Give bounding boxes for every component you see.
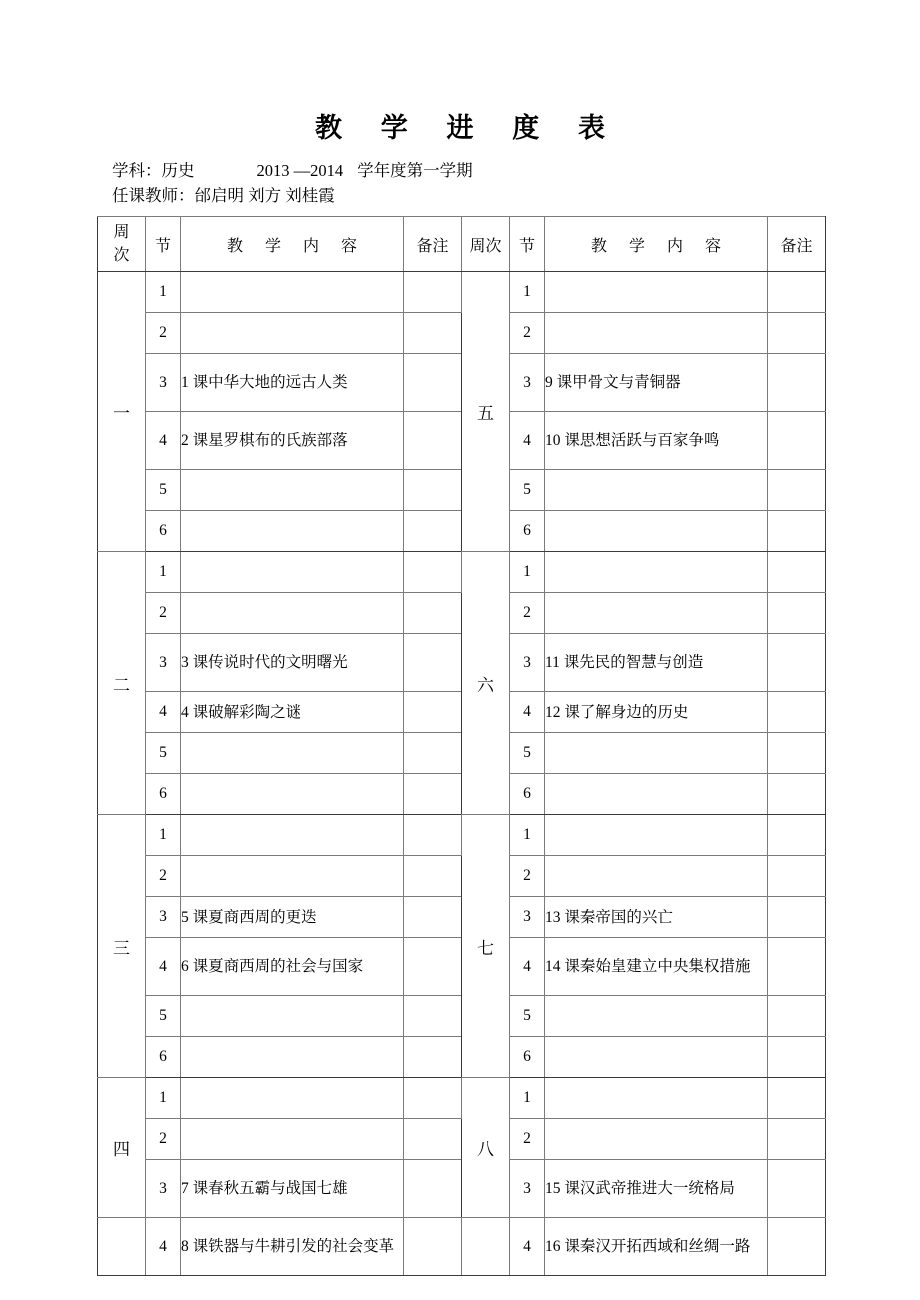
period-cell: 2 (510, 313, 545, 354)
teacher-value: 邰启明 刘方 刘桂霞 (194, 186, 335, 205)
header-content-left: 教 学 内 容 (181, 217, 404, 272)
week-label-cell: 三 (98, 815, 146, 1078)
content-cell: 3 课传说时代的文明曙光 (181, 634, 404, 692)
period-cell: 3 (510, 354, 545, 412)
table-row (98, 815, 826, 856)
subject-value: 历史 (161, 161, 195, 180)
content-cell (181, 313, 404, 354)
subject-label: 学科： (112, 161, 162, 180)
period-cell: 3 (510, 1160, 545, 1218)
header-week-left-line1: 周 (113, 224, 130, 241)
period-cell: 6 (510, 1037, 545, 1078)
note-cell (768, 272, 826, 313)
content-cell (545, 1037, 768, 1078)
content-cell (545, 511, 768, 552)
content-cell (545, 1078, 768, 1119)
note-cell (768, 1160, 826, 1218)
content-cell (181, 996, 404, 1037)
note-cell (768, 938, 826, 996)
content-cell: 14 课秦始皇建立中央集权措施 (545, 938, 768, 996)
period-cell: 3 (510, 634, 545, 692)
period-cell: 3 (510, 897, 545, 938)
note-cell (404, 511, 462, 552)
content-cell (545, 272, 768, 313)
period-cell: 2 (146, 1119, 181, 1160)
page-title: 教 学 进 度 表 (315, 113, 621, 143)
period-cell: 5 (146, 733, 181, 774)
period-cell: 4 (146, 412, 181, 470)
period-cell: 4 (510, 412, 545, 470)
note-cell (768, 1037, 826, 1078)
period-cell: 1 (146, 1078, 181, 1119)
period-cell: 4 (146, 692, 181, 733)
period-cell: 6 (146, 511, 181, 552)
period-cell: 2 (510, 1119, 545, 1160)
period-cell: 1 (510, 1078, 545, 1119)
table-row (98, 1078, 826, 1119)
note-cell (768, 856, 826, 897)
header-content-right: 教 学 内 容 (545, 217, 768, 272)
note-cell (404, 938, 462, 996)
note-cell (768, 815, 826, 856)
note-cell (404, 593, 462, 634)
content-cell (181, 1037, 404, 1078)
content-cell (181, 552, 404, 593)
table-row (98, 1218, 826, 1276)
week-label-cell-empty (404, 1218, 462, 1276)
school-year-value: 2013 —2014 (256, 161, 344, 180)
content-cell: 5 课夏商西周的更迭 (181, 897, 404, 938)
content-cell (545, 774, 768, 815)
content-cell (545, 1119, 768, 1160)
note-cell (404, 897, 462, 938)
note-cell (768, 897, 826, 938)
content-cell (181, 593, 404, 634)
content-cell: 12 课了解身边的历史 (545, 692, 768, 733)
content-cell: 11 课先民的智慧与创造 (545, 634, 768, 692)
period-cell: 4 (510, 938, 545, 996)
meta-line-teacher (112, 183, 812, 208)
note-cell (768, 552, 826, 593)
note-cell (404, 774, 462, 815)
content-cell (181, 774, 404, 815)
teacher-label: 任课教师： (112, 186, 195, 205)
content-cell (181, 733, 404, 774)
content-cell (181, 1078, 404, 1119)
header-week-left-line2: 次 (113, 247, 130, 264)
note-cell (768, 511, 826, 552)
content-cell (545, 593, 768, 634)
content-cell: 2 课星罗棋布的氏族部落 (181, 412, 404, 470)
content-cell (545, 996, 768, 1037)
content-cell: 15 课汉武帝推进大一统格局 (545, 1160, 768, 1218)
period-cell: 4 (146, 1218, 181, 1276)
content-cell (545, 856, 768, 897)
note-cell (404, 354, 462, 412)
content-cell (181, 272, 404, 313)
week-label-cell: 六 (462, 552, 510, 815)
note-cell (768, 996, 826, 1037)
note-cell (404, 996, 462, 1037)
note-cell (404, 470, 462, 511)
header-week-left (98, 217, 146, 272)
period-cell: 5 (510, 733, 545, 774)
period-cell: 5 (510, 470, 545, 511)
content-cell (181, 511, 404, 552)
content-cell: 6 课夏商西周的社会与国家 (181, 938, 404, 996)
content-cell (545, 470, 768, 511)
period-cell: 2 (146, 313, 181, 354)
note-cell (404, 313, 462, 354)
period-cell: 1 (146, 552, 181, 593)
note-cell (404, 815, 462, 856)
note-cell (404, 1078, 462, 1119)
week-label-cell: 五 (462, 272, 510, 552)
note-cell (404, 733, 462, 774)
table-row (98, 552, 826, 593)
note-cell (768, 733, 826, 774)
note-cell (768, 354, 826, 412)
period-cell: 5 (146, 996, 181, 1037)
content-cell: 4 课破解彩陶之谜 (181, 692, 404, 733)
content-cell (545, 815, 768, 856)
period-cell: 3 (146, 634, 181, 692)
week-label-cell-empty (98, 1218, 146, 1276)
note-cell (404, 1119, 462, 1160)
period-cell: 1 (510, 815, 545, 856)
content-cell: 8 课铁器与牛耕引发的社会变革 (181, 1218, 404, 1276)
period-cell: 3 (146, 354, 181, 412)
period-cell: 2 (510, 856, 545, 897)
note-cell (404, 1160, 462, 1218)
content-cell (545, 733, 768, 774)
header-note-right: 备注 (768, 217, 826, 272)
header-period-right: 节 (510, 217, 545, 272)
note-cell (768, 1119, 826, 1160)
content-cell: 7 课春秋五霸与战国七雄 (181, 1160, 404, 1218)
content-cell: 16 课秦汉开拓西域和丝绸一路 (545, 1218, 768, 1276)
document-meta (112, 158, 812, 208)
note-cell (404, 272, 462, 313)
period-cell: 1 (510, 272, 545, 313)
week-label-cell: 八 (462, 1078, 510, 1218)
period-cell: 5 (146, 470, 181, 511)
week-label-cell: 二 (98, 552, 146, 815)
note-cell (404, 412, 462, 470)
period-cell: 3 (146, 897, 181, 938)
note-cell (768, 692, 826, 733)
content-cell (181, 815, 404, 856)
table-header-row (98, 217, 826, 272)
note-cell (768, 1078, 826, 1119)
period-cell: 2 (146, 856, 181, 897)
term-label: 学年度第一学期 (357, 161, 473, 180)
note-cell (768, 412, 826, 470)
content-cell: 9 课甲骨文与青铜器 (545, 354, 768, 412)
note-cell (404, 856, 462, 897)
content-cell: 13 课秦帝国的兴亡 (545, 897, 768, 938)
period-cell: 6 (146, 774, 181, 815)
header-week-right: 周次 (462, 217, 510, 272)
note-cell (404, 1037, 462, 1078)
content-cell: 1 课中华大地的远古人类 (181, 354, 404, 412)
period-cell: 6 (146, 1037, 181, 1078)
period-cell: 4 (510, 692, 545, 733)
period-cell: 4 (146, 938, 181, 996)
content-cell (181, 856, 404, 897)
period-cell: 2 (510, 593, 545, 634)
period-cell: 6 (510, 511, 545, 552)
table-row (98, 272, 826, 313)
note-cell (768, 470, 826, 511)
period-cell: 1 (510, 552, 545, 593)
note-cell (768, 313, 826, 354)
content-cell (181, 470, 404, 511)
period-cell: 2 (146, 593, 181, 634)
note-cell (404, 692, 462, 733)
week-label-cell: 一 (98, 272, 146, 552)
note-cell (768, 774, 826, 815)
week-label-cell: 四 (98, 1078, 146, 1218)
note-cell (768, 593, 826, 634)
teaching-schedule-table (97, 216, 826, 1276)
meta-line-subject (112, 158, 812, 183)
period-cell: 5 (510, 996, 545, 1037)
note-cell (404, 634, 462, 692)
period-cell: 3 (146, 1160, 181, 1218)
header-period-left: 节 (146, 217, 181, 272)
note-cell (768, 1218, 826, 1276)
content-cell (545, 552, 768, 593)
period-cell: 1 (146, 272, 181, 313)
note-cell (404, 552, 462, 593)
header-note-left: 备注 (404, 217, 462, 272)
note-cell (462, 1218, 510, 1276)
content-cell (545, 313, 768, 354)
note-cell (768, 634, 826, 692)
period-cell: 6 (510, 774, 545, 815)
week-label-cell: 七 (462, 815, 510, 1078)
content-cell: 10 课思想活跃与百家争鸣 (545, 412, 768, 470)
period-cell: 4 (510, 1218, 545, 1276)
content-cell (181, 1119, 404, 1160)
period-cell: 1 (146, 815, 181, 856)
